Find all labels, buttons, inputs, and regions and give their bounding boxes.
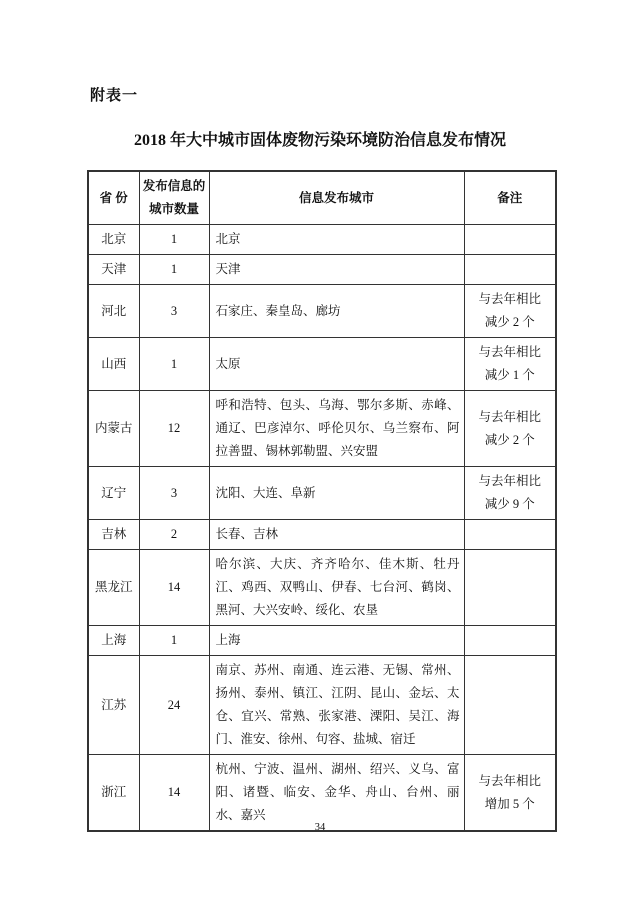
province-cell: 天津: [88, 255, 139, 285]
province-cell: 江苏: [88, 656, 139, 755]
cities-cell: 南京、苏州、南通、连云港、无锡、常州、扬州、泰州、镇江、江阴、昆山、金坛、太仓、宜兴、常熟、张家港、溧阳、吴江、海门、淮安、徐州、句容、盐城、宿迁: [209, 656, 464, 755]
cities-cell: 沈阳、大连、阜新: [209, 467, 464, 520]
count-cell: 1: [139, 626, 209, 656]
count-cell: 1: [139, 225, 209, 255]
cities-cell: 哈尔滨、大庆、齐齐哈尔、佳木斯、牡丹江、鸡西、双鸭山、伊春、七台河、鹤岗、黑河、大兴安岭、绥化、农垦: [209, 550, 464, 626]
province-cell: 辽宁: [88, 467, 139, 520]
province-cell: 吉林: [88, 520, 139, 550]
count-cell: 1: [139, 255, 209, 285]
table-row-neimenggu: [88, 391, 556, 467]
province-cell: 浙江: [88, 755, 139, 832]
remark-cell: [464, 255, 556, 285]
table-row-jilin: [88, 520, 556, 550]
table-row-heilongjiang: [88, 550, 556, 626]
remark-cell: [464, 391, 556, 467]
province-cell: 内蒙古: [88, 391, 139, 467]
remark-cell: [464, 338, 556, 391]
table-header-row: [88, 171, 556, 225]
header-cities: 信息发布城市: [209, 171, 464, 225]
remark-cell: [464, 225, 556, 255]
remark-line2: 减少 2 个: [484, 432, 535, 447]
table-row-liaoning: [88, 467, 556, 520]
count-cell: 14: [139, 755, 209, 832]
remark-line2: 减少 1 个: [484, 368, 535, 382]
remark-cell: [464, 285, 556, 338]
count-cell: 24: [139, 656, 209, 755]
cities-cell: 上海: [209, 626, 464, 656]
appendix-label: 附表一: [90, 88, 139, 104]
table-row-jiangsu: [88, 656, 556, 755]
header-remark: 备注: [464, 171, 556, 225]
remark-line1: 与去年相比: [478, 773, 541, 788]
header-count-line2: 城市数量: [148, 202, 199, 216]
cities-cell: 杭州、宁波、温州、湖州、绍兴、义乌、富阳、诸暨、临安、金华、舟山、台州、丽水、嘉兴: [209, 755, 464, 832]
count-cell: 3: [139, 285, 209, 338]
cities-cell: 北京: [209, 225, 464, 255]
remark-cell: [464, 550, 556, 626]
province-cell: 黑龙江: [88, 550, 139, 626]
table-body: [88, 171, 556, 831]
header-count: [139, 171, 209, 225]
remark-line1: 与去年相比: [478, 292, 541, 306]
remark-line2: 减少 2 个: [484, 315, 535, 329]
cities-cell: 天津: [209, 255, 464, 285]
province-cell: 上海: [88, 626, 139, 656]
table-row-shanxi: [88, 338, 556, 391]
page-number: 34: [314, 822, 326, 833]
province-cell: 河北: [88, 285, 139, 338]
remark-line2: 减少 9 个: [484, 497, 535, 511]
province-cell: 北京: [88, 225, 139, 255]
remark-cell: [464, 656, 556, 755]
header-province: 省 份: [88, 171, 139, 225]
cities-cell: 长春、吉林: [209, 520, 464, 550]
province-cell: 山西: [88, 338, 139, 391]
remark-cell: [464, 467, 556, 520]
count-cell: 2: [139, 520, 209, 550]
count-cell: 3: [139, 467, 209, 520]
info-disclosure-table: [87, 170, 557, 832]
remark-line1: 与去年相比: [478, 474, 541, 488]
count-cell: 12: [139, 391, 209, 467]
table-row-shanghai: [88, 626, 556, 656]
header-count-line1: 发布信息的: [142, 179, 206, 193]
cities-cell: 呼和浩特、包头、乌海、鄂尔多斯、赤峰、通辽、巴彦淖尔、呼伦贝尔、乌兰察布、阿拉善盟、锡林郭勒盟、兴安盟: [209, 391, 464, 467]
remark-cell: [464, 626, 556, 656]
remark-line2: 增加 5 个: [484, 796, 535, 811]
cities-cell: 太原: [209, 338, 464, 391]
table-row-zhejiang: [88, 755, 556, 832]
table-row-tianjin: [88, 255, 556, 285]
cities-cell: 石家庄、秦皇岛、廊坊: [209, 285, 464, 338]
remark-cell: [464, 520, 556, 550]
remark-line1: 与去年相比: [478, 345, 541, 359]
table-row-hebei: [88, 285, 556, 338]
count-cell: 1: [139, 338, 209, 391]
table-row-beijing: [88, 225, 556, 255]
remark-cell: [464, 755, 556, 832]
count-cell: 14: [139, 550, 209, 626]
remark-line1: 与去年相比: [478, 409, 541, 424]
page-title: 2018 年大中城市固体废物污染环境防治信息发布情况: [133, 132, 506, 149]
